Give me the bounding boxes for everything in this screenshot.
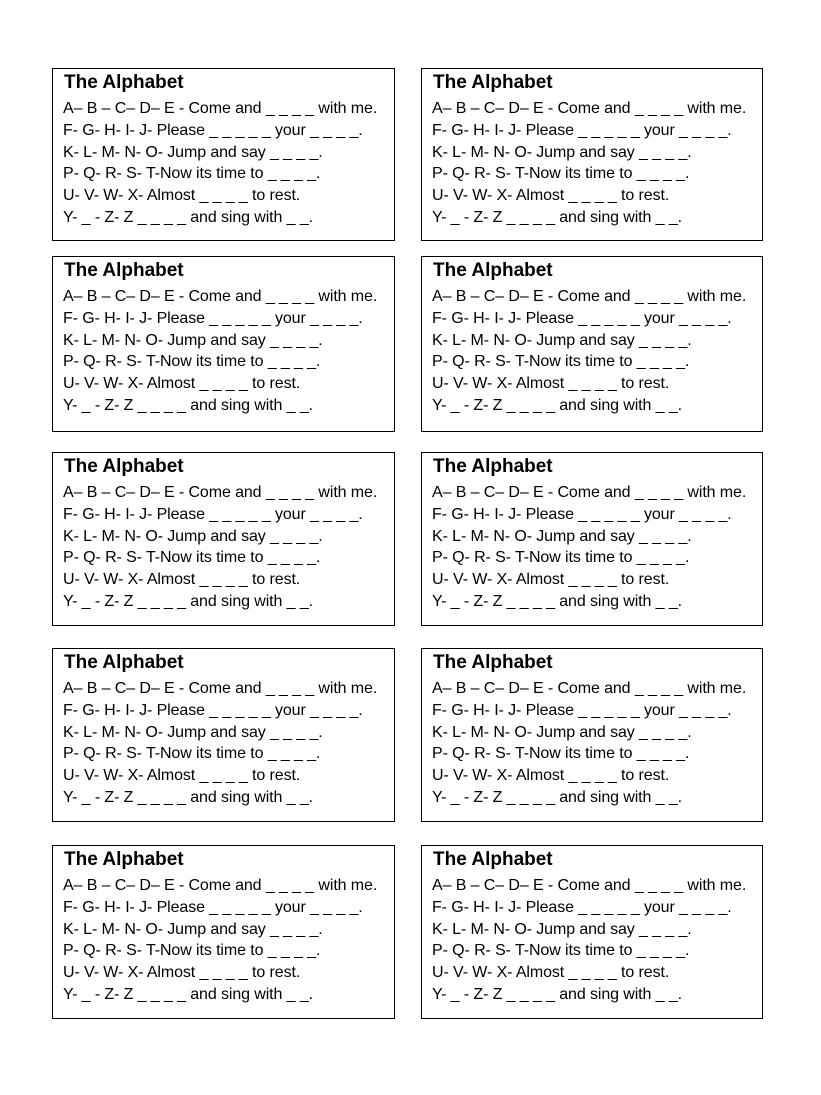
verse-line-4: P- Q- R- S- T-Now its time to _ _ _ _. <box>63 353 321 370</box>
verse-line-4: P- Q- R- S- T-Now its time to _ _ _ _. <box>63 549 321 566</box>
card-title: The Alphabet <box>64 456 184 477</box>
verse-line-4: P- Q- R- S- T-Now its time to _ _ _ _. <box>432 165 690 182</box>
verse-line-3: K- L- M- N- O- Jump and say _ _ _ _. <box>63 724 323 741</box>
verse-line-5: U- V- W- X- Almost _ _ _ _ to rest. <box>63 571 301 588</box>
alphabet-card <box>52 452 395 626</box>
verse-line-3: K- L- M- N- O- Jump and say _ _ _ _. <box>63 921 323 938</box>
verse-line-4: P- Q- R- S- T-Now its time to _ _ _ _. <box>432 353 690 370</box>
card-title: The Alphabet <box>433 260 553 281</box>
verse-line-1: A– B – C– D– E - Come and _ _ _ _ with me. <box>63 877 378 894</box>
verse-line-1: A– B – C– D– E - Come and _ _ _ _ with me. <box>432 484 747 501</box>
card-title: The Alphabet <box>433 456 553 477</box>
card-title: The Alphabet <box>433 652 553 673</box>
alphabet-card <box>421 648 763 822</box>
verse-line-6: Y- _ - Z- Z _ _ _ _ and sing with _ _. <box>432 593 682 610</box>
verse-line-6: Y- _ - Z- Z _ _ _ _ and sing with _ _. <box>432 789 682 806</box>
verse-line-3: K- L- M- N- O- Jump and say _ _ _ _. <box>432 144 692 161</box>
alphabet-card <box>52 648 395 822</box>
verse-line-5: U- V- W- X- Almost _ _ _ _ to rest. <box>63 375 301 392</box>
card-title: The Alphabet <box>64 260 184 281</box>
card-title: The Alphabet <box>64 849 184 870</box>
verse-line-5: U- V- W- X- Almost _ _ _ _ to rest. <box>432 187 670 204</box>
verse-line-1: A– B – C– D– E - Come and _ _ _ _ with me. <box>63 100 378 117</box>
verse-line-6: Y- _ - Z- Z _ _ _ _ and sing with _ _. <box>63 397 313 414</box>
verse-line-2: F- G- H- I- J- Please _ _ _ _ _ your _ _ _ _. <box>432 702 732 719</box>
card-title: The Alphabet <box>64 72 184 93</box>
verse-line-4: P- Q- R- S- T-Now its time to _ _ _ _. <box>432 942 690 959</box>
verse-line-6: Y- _ - Z- Z _ _ _ _ and sing with _ _. <box>432 397 682 414</box>
verse-line-6: Y- _ - Z- Z _ _ _ _ and sing with _ _. <box>63 209 313 226</box>
verse-line-3: K- L- M- N- O- Jump and say _ _ _ _. <box>63 144 323 161</box>
verse-line-1: A– B – C– D– E - Come and _ _ _ _ with me. <box>63 288 378 305</box>
card-title: The Alphabet <box>433 72 553 93</box>
verse-line-4: P- Q- R- S- T-Now its time to _ _ _ _. <box>432 549 690 566</box>
verse-line-5: U- V- W- X- Almost _ _ _ _ to rest. <box>432 767 670 784</box>
verse-line-1: A– B – C– D– E - Come and _ _ _ _ with me. <box>432 100 747 117</box>
verse-line-3: K- L- M- N- O- Jump and say _ _ _ _. <box>432 528 692 545</box>
verse-line-1: A– B – C– D– E - Come and _ _ _ _ with me. <box>63 680 378 697</box>
verse-line-2: F- G- H- I- J- Please _ _ _ _ _ your _ _ _ _. <box>432 310 732 327</box>
verse-line-4: P- Q- R- S- T-Now its time to _ _ _ _. <box>432 745 690 762</box>
alphabet-card <box>52 256 395 432</box>
verse-line-1: A– B – C– D– E - Come and _ _ _ _ with me. <box>432 288 747 305</box>
verse-line-5: U- V- W- X- Almost _ _ _ _ to rest. <box>63 767 301 784</box>
verse-line-3: K- L- M- N- O- Jump and say _ _ _ _. <box>63 332 323 349</box>
verse-line-2: F- G- H- I- J- Please _ _ _ _ _ your _ _ _ _. <box>63 702 363 719</box>
verse-line-6: Y- _ - Z- Z _ _ _ _ and sing with _ _. <box>63 986 313 1003</box>
verse-line-2: F- G- H- I- J- Please _ _ _ _ _ your _ _ _ _. <box>63 122 363 139</box>
verse-line-5: U- V- W- X- Almost _ _ _ _ to rest. <box>432 571 670 588</box>
card-title: The Alphabet <box>433 849 553 870</box>
verse-line-2: F- G- H- I- J- Please _ _ _ _ _ your _ _ _ _. <box>432 899 732 916</box>
alphabet-card <box>52 68 395 241</box>
verse-line-3: K- L- M- N- O- Jump and say _ _ _ _. <box>63 528 323 545</box>
verse-line-3: K- L- M- N- O- Jump and say _ _ _ _. <box>432 921 692 938</box>
verse-line-2: F- G- H- I- J- Please _ _ _ _ _ your _ _ _ _. <box>432 122 732 139</box>
verse-line-5: U- V- W- X- Almost _ _ _ _ to rest. <box>432 375 670 392</box>
alphabet-card <box>421 845 763 1019</box>
verse-line-1: A– B – C– D– E - Come and _ _ _ _ with me. <box>63 484 378 501</box>
verse-line-1: A– B – C– D– E - Come and _ _ _ _ with me. <box>432 877 747 894</box>
verse-line-5: U- V- W- X- Almost _ _ _ _ to rest. <box>432 964 670 981</box>
verse-line-3: K- L- M- N- O- Jump and say _ _ _ _. <box>432 724 692 741</box>
verse-line-2: F- G- H- I- J- Please _ _ _ _ _ your _ _ _ _. <box>432 506 732 523</box>
verse-line-2: F- G- H- I- J- Please _ _ _ _ _ your _ _ _ _. <box>63 310 363 327</box>
verse-line-4: P- Q- R- S- T-Now its time to _ _ _ _. <box>63 942 321 959</box>
alphabet-card <box>421 452 763 626</box>
verse-line-3: K- L- M- N- O- Jump and say _ _ _ _. <box>432 332 692 349</box>
verse-line-2: F- G- H- I- J- Please _ _ _ _ _ your _ _ _ _. <box>63 506 363 523</box>
verse-line-5: U- V- W- X- Almost _ _ _ _ to rest. <box>63 187 301 204</box>
verse-line-4: P- Q- R- S- T-Now its time to _ _ _ _. <box>63 165 321 182</box>
verse-line-4: P- Q- R- S- T-Now its time to _ _ _ _. <box>63 745 321 762</box>
alphabet-card <box>421 68 763 241</box>
verse-line-6: Y- _ - Z- Z _ _ _ _ and sing with _ _. <box>63 593 313 610</box>
verse-line-2: F- G- H- I- J- Please _ _ _ _ _ your _ _ _ _. <box>63 899 363 916</box>
verse-line-6: Y- _ - Z- Z _ _ _ _ and sing with _ _. <box>432 209 682 226</box>
alphabet-card <box>52 845 395 1019</box>
verse-line-6: Y- _ - Z- Z _ _ _ _ and sing with _ _. <box>432 986 682 1003</box>
verse-line-1: A– B – C– D– E - Come and _ _ _ _ with me. <box>432 680 747 697</box>
alphabet-card <box>421 256 763 432</box>
verse-line-5: U- V- W- X- Almost _ _ _ _ to rest. <box>63 964 301 981</box>
card-title: The Alphabet <box>64 652 184 673</box>
verse-line-6: Y- _ - Z- Z _ _ _ _ and sing with _ _. <box>63 789 313 806</box>
